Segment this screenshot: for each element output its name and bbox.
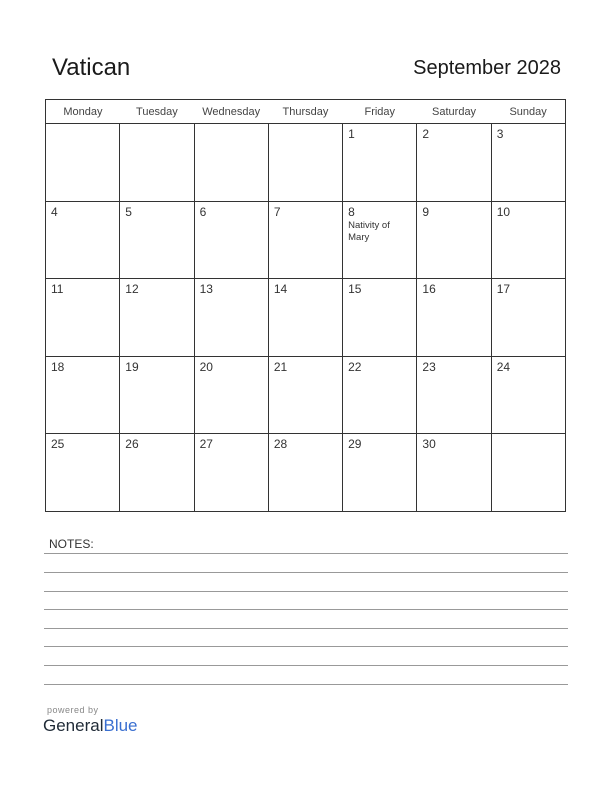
day-number: 19 (125, 359, 139, 374)
day-number: 1 (348, 127, 355, 141)
day-number: 23 (422, 359, 436, 374)
calendar-grid (45, 99, 566, 512)
day-number: 17 (496, 282, 511, 297)
day-cell (120, 356, 194, 434)
day-number: 10 (496, 204, 511, 219)
note-line (44, 609, 568, 610)
day-number: 2 (422, 127, 430, 141)
day-number: 26 (125, 437, 139, 452)
day-number: 20 (199, 359, 213, 374)
day-number: 13 (199, 282, 213, 297)
note-line (44, 572, 568, 573)
day-cell (46, 434, 120, 512)
note-line (44, 646, 568, 647)
day-cell (491, 356, 565, 434)
day-cell (194, 279, 268, 357)
day-cell (46, 356, 120, 434)
day-number: 22 (348, 359, 362, 374)
day-cell (194, 124, 268, 202)
day-number: 5 (125, 204, 132, 219)
note-line (44, 591, 568, 592)
weekday-header-row (46, 100, 566, 124)
day-number: 28 (273, 437, 288, 452)
day-cell (268, 124, 342, 202)
day-number: 16 (422, 282, 436, 297)
calendar-body (46, 124, 566, 512)
day-cell (417, 201, 491, 279)
day-number: 14 (273, 282, 288, 297)
day-cell (343, 434, 417, 512)
note-line (44, 553, 568, 554)
day-cell (120, 201, 194, 279)
day-cell (46, 201, 120, 279)
day-cell (417, 356, 491, 434)
weekday-thursday: Thursday (268, 100, 342, 124)
day-number: 9 (422, 204, 430, 219)
powered-by-text: powered by (47, 705, 99, 715)
day-cell (343, 279, 417, 357)
brand-general: General (43, 716, 104, 735)
day-cell (417, 124, 491, 202)
day-cell (491, 201, 565, 279)
weekday-sunday: Sunday (491, 100, 565, 124)
weekday-saturday: Saturday (417, 100, 491, 124)
day-number: 11 (51, 282, 64, 297)
day-number: 7 (273, 204, 281, 219)
weekday-tuesday: Tuesday (120, 100, 194, 124)
day-cell (343, 356, 417, 434)
day-number: 8 (348, 204, 355, 219)
day-number: 4 (51, 204, 58, 219)
day-number: 15 (348, 282, 362, 297)
day-cell (491, 434, 565, 512)
day-cell (491, 124, 565, 202)
day-number: 21 (273, 359, 288, 374)
weekday-monday: Monday (46, 100, 120, 124)
day-cell (491, 279, 565, 357)
generalblue-logo[interactable] (43, 716, 138, 736)
country-title: Vatican (52, 54, 131, 81)
day-number: 24 (496, 359, 511, 374)
day-cell (120, 279, 194, 357)
day-cell (268, 356, 342, 434)
weekday-wednesday: Wednesday (194, 100, 268, 124)
weekday-friday: Friday (343, 100, 417, 124)
day-number: 29 (348, 437, 362, 452)
week-row (46, 124, 566, 202)
day-cell (343, 201, 417, 279)
day-number: 25 (51, 437, 65, 452)
day-cell (268, 201, 342, 279)
week-row (46, 356, 566, 434)
day-number: 3 (496, 127, 504, 141)
day-cell (120, 124, 194, 202)
day-cell (417, 434, 491, 512)
day-cell (343, 124, 417, 202)
day-cell (120, 434, 194, 512)
holiday-label: Nativity of Mary (348, 219, 390, 243)
day-cell (268, 434, 342, 512)
day-number: 27 (199, 437, 213, 452)
day-number: 18 (51, 359, 65, 374)
day-cell (194, 434, 268, 512)
week-row (46, 434, 566, 512)
brand-blue: Blue (103, 716, 138, 735)
day-cell (194, 356, 268, 434)
notes-label: NOTES: (49, 537, 94, 551)
week-row (46, 279, 566, 357)
week-row (46, 201, 566, 279)
day-number: 6 (199, 204, 207, 219)
day-cell (46, 279, 120, 357)
day-cell (268, 279, 342, 357)
day-number: 30 (422, 437, 436, 452)
note-line (44, 628, 568, 629)
day-cell (46, 124, 120, 202)
month-year-title: September 2028 (413, 57, 561, 79)
note-line (44, 665, 568, 666)
note-line (44, 684, 568, 685)
day-number: 12 (125, 282, 139, 297)
day-cell (194, 201, 268, 279)
day-cell (417, 279, 491, 357)
